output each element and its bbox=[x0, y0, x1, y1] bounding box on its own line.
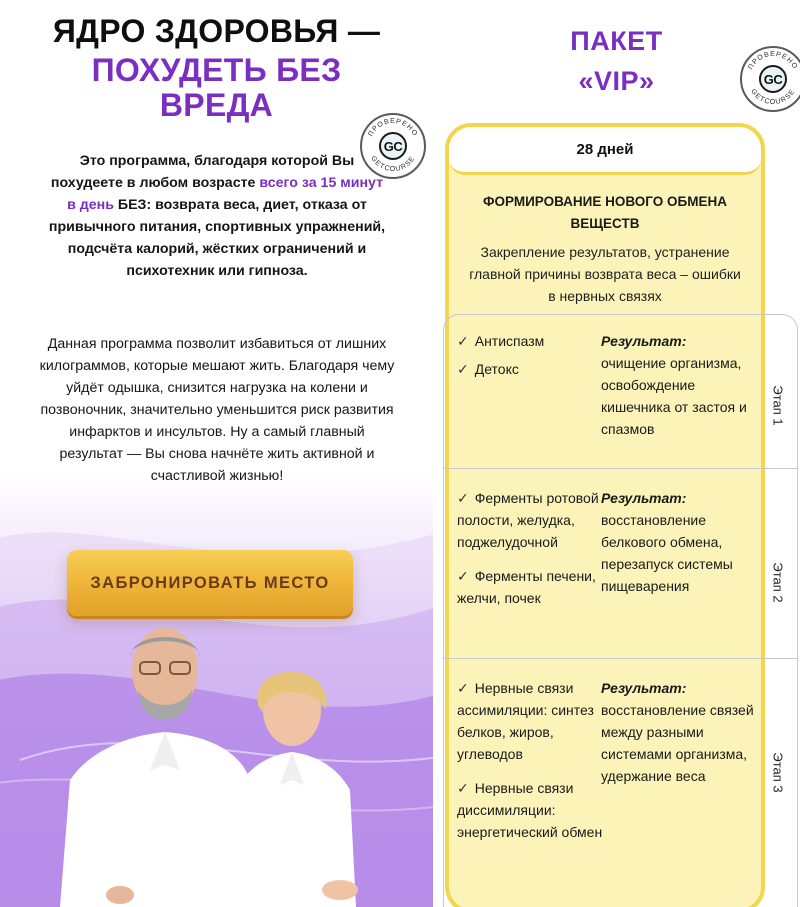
card-header bbox=[449, 175, 761, 307]
stage-label: Этап 2 bbox=[770, 561, 786, 603]
svg-text:GETCOURSE: GETCOURSE bbox=[749, 88, 797, 106]
hero-title-line1: ЯДРО ЗДОРОВЬЯ — bbox=[52, 13, 381, 49]
right-panel bbox=[433, 0, 800, 907]
result-label: Результат: bbox=[601, 490, 687, 506]
check-icon: ✓ bbox=[457, 568, 469, 584]
result-label: Результат: bbox=[601, 680, 687, 696]
result-text: восстановление белкового обмена, перезапуск системы пищеварения bbox=[601, 512, 733, 594]
result-text: очищение организма, освобождение кишечника от застоя и спазмов bbox=[601, 355, 747, 437]
book-place-button[interactable]: ЗАБРОНИРОВАТЬ МЕСТО bbox=[67, 550, 353, 616]
check-icon: ✓ bbox=[457, 490, 469, 506]
result-label: Результат: bbox=[601, 333, 687, 349]
svg-text:GETCOURSE: GETCOURSE bbox=[369, 155, 417, 173]
intro-paragraph bbox=[45, 150, 389, 282]
gc-logo-icon: GC bbox=[759, 65, 787, 93]
card-subheading: Закрепление результатов, устранение главной причины возврата веса – ошибки в нервных связях bbox=[469, 244, 741, 304]
stage-item: ✓ Антиспазм bbox=[457, 333, 545, 349]
intro-text-part2: БЕЗ: возврата веса, диет, отказа от привычного питания, спортивных упражнений, подсчёта калорий, жёстких ограничений и психотехник или гипноза. bbox=[48, 197, 386, 279]
svg-text:ПРОВЕРЕНО: ПРОВЕРЕНО bbox=[747, 50, 799, 71]
package-title-line1: ПАКЕТ bbox=[570, 26, 663, 56]
stage-items bbox=[457, 677, 607, 855]
benefits-paragraph: Данная программа позволит избавиться от лишних килограммов, которые мешают жить. Благодаря чему уйдёт одышка, снизится нагрузка на колени и позвоночник, значительно уменьшится риск развития инфарктов и инсультов. Ну а самый главный результат — Вы снова начнёте жить активной и счастливой жизнью! bbox=[39, 336, 395, 484]
doctors-photo bbox=[0, 620, 433, 907]
stage-item: ✓ Детокс bbox=[457, 361, 519, 377]
check-icon: ✓ bbox=[457, 780, 469, 796]
check-icon: ✓ bbox=[457, 333, 469, 349]
check-icon: ✓ bbox=[457, 361, 469, 377]
check-icon: ✓ bbox=[457, 680, 469, 696]
getcourse-verified-badge bbox=[740, 46, 800, 112]
result-text: восстановление связей между разными системами организма, удержание веса bbox=[601, 702, 754, 784]
stage-label: Этап 3 bbox=[770, 751, 786, 793]
stage-item: ✓ Нервные связи ассимиляции: синтез белков, жиров, углеводов bbox=[457, 680, 594, 762]
stage-item: ✓ Ферменты печени, желчи, почек bbox=[457, 568, 596, 606]
intro-text-highlight: всего за 15 минут в день bbox=[67, 175, 384, 213]
stage-label: Этап 1 bbox=[770, 384, 786, 426]
intro-text-part1: Это программа, благодаря которой Вы похудеете в любом возрасте bbox=[50, 153, 355, 191]
card-heading: ФОРМИРОВАНИЕ НОВОГО ОБМЕНА ВЕЩЕСТВ bbox=[482, 194, 727, 231]
package-title-line2: «VIP» bbox=[578, 66, 655, 96]
duration-label: 28 дней bbox=[449, 127, 761, 175]
stage-items bbox=[457, 330, 607, 392]
stage-item: ✓ Ферменты ротовой полости, желудка, поджелудочной bbox=[457, 490, 599, 550]
stage-result bbox=[601, 330, 761, 440]
gc-logo-icon: GC bbox=[379, 132, 407, 160]
stage-item: ✓ Нервные связи диссимиляции: энергетический обмен bbox=[457, 780, 603, 840]
svg-text:ПРОВЕРЕНО: ПРОВЕРЕНО bbox=[367, 117, 419, 138]
hero-title-line2: ПОХУДЕТЬ БЕЗ bbox=[91, 52, 342, 88]
stage-result bbox=[601, 487, 761, 597]
stage-result bbox=[601, 677, 761, 787]
hero-title-line3: ВРЕДА bbox=[159, 87, 274, 123]
badge-ring-text bbox=[742, 48, 800, 110]
stage-items bbox=[457, 487, 607, 621]
